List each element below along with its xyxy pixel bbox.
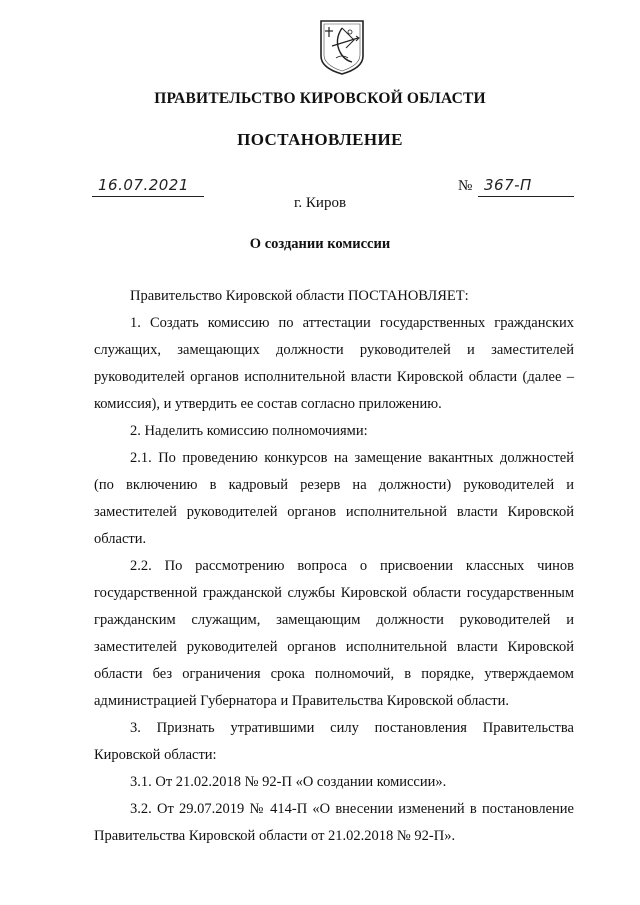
kirov-coat-of-arms-icon [318, 18, 366, 76]
body-item-1: 1. Создать комиссию по аттестации государственных гражданских служащих, замещающих должности руководителей и заместителей руководителей органов исполнительной власти Кировской области (далее – комиссия), и утвердить ее состав согласно приложению. [94, 315, 574, 412]
government-title: ПРАВИТЕЛЬСТВО КИРОВСКОЙ ОБЛАСТИ [154, 90, 486, 107]
body-item-2-1: 2.1. По проведению конкурсов на замещение вакантных должностей (по включению в кадровый резерв на должности) руководителей и заместителей руководителей органов исполнительной власти Кировской области. [94, 450, 574, 547]
document-body [94, 283, 574, 850]
number-label: № [458, 178, 473, 194]
body-item-2: 2. Наделить комиссию полномочиями: [130, 423, 368, 439]
document-type-title: ПОСТАНОВЛЕНИЕ [237, 130, 403, 149]
date-value: 16.07.2021 [98, 176, 189, 194]
number-field [478, 176, 574, 197]
body-item-2-2: 2.2. По рассмотрению вопроса о присвоении классных чинов государственной гражданской службы Кировской области государственным гражданским служащим, замещающим должности руководителей и заместителей руководителей органов исполнительной власти Кировской области без ограничения срока полномочий, в порядке, утверждаемом администрацией Губернатора и Правительства Кировской области. [94, 558, 574, 709]
body-item-3: 3. Признать утратившими силу постановления Правительства Кировской области: [94, 720, 574, 763]
body-item-3-2: 3.2. От 29.07.2019 № 414-П «О внесении изменений в постановление Правительства Кировской области от 21.02.2018 № 92-П». [94, 801, 574, 844]
city-line: г. Киров [293, 195, 347, 211]
body-intro: Правительство Кировской области ПОСТАНОВЛЯЕТ: [130, 288, 469, 304]
date-field [92, 176, 204, 197]
body-item-3-1: 3.1. От 21.02.2018 № 92-П «О создании комиссии». [130, 774, 447, 790]
number-value: 367-П [484, 176, 532, 194]
document-subject: О создании комиссии [249, 236, 391, 252]
